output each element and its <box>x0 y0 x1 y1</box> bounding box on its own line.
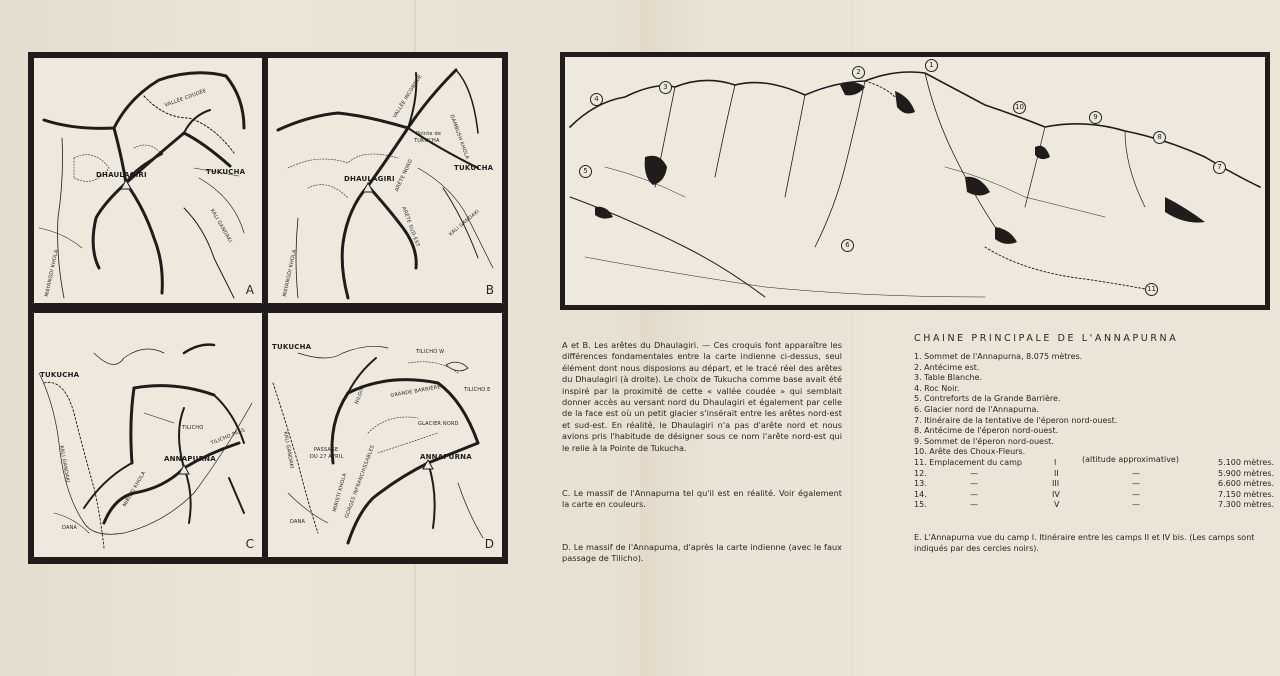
camp-num: 11. Emplacement du camp <box>914 457 1022 467</box>
legend-item <box>914 363 1274 374</box>
annapurna-panorama <box>560 52 1270 310</box>
map-a-label-dhaulagiri: DHAULAGIRI <box>96 171 147 179</box>
camp-note: (altitude approximative) <box>1082 454 1179 464</box>
map-panel-d <box>268 313 502 557</box>
legend-item-text: 10. Arête des Choux-Fleurs. <box>914 447 1026 457</box>
camp-altitude: 5.100 mètres. <box>1218 457 1275 467</box>
map-d-letter: D <box>484 537 494 551</box>
camp-roman: II <box>1054 468 1059 478</box>
map-c-label-tilicho: TILICHO <box>182 425 204 431</box>
map-d-label-kali: KALI GANDAKI <box>282 431 295 470</box>
panorama-marker-11: 11 <box>1145 283 1158 296</box>
map-b-label-arete-se: ARÊTE SUD-EST <box>400 206 421 248</box>
caption-ab-lead: A et B. <box>562 340 591 350</box>
camp-row <box>914 469 1274 480</box>
camp-dash: — <box>970 500 978 510</box>
camp-roman: IV <box>1052 489 1060 499</box>
legend-item <box>914 394 1274 405</box>
map-a-label-vallee: VALLÉE COUDÉE <box>164 87 208 109</box>
legend-item-text: 6. Glacier nord de l'Annapurna. <box>914 404 1039 414</box>
map-c-letter: C <box>245 537 254 551</box>
camp-altitude: 6.600 mètres. <box>1218 479 1275 489</box>
legend-item <box>914 416 1274 427</box>
camp-dash: — <box>970 489 978 499</box>
caption-ab-body: Les arêtes du Dhaulagiri. — Ces croquis font apparaître les différences fondamentales entre la carte indienne ci-dessus, seul élément dont nous disposions au départ, et le tracé réel des arêtes du Dhaulagiri (à droite). Le choix de Tukucha comme base avait été inspiré par la proximité de cette « vallée coudée » qui semblait donner accès au versant nord du Dhaulagiri et également par celle de la face est où un petit glacier s'insérait entre les arêtes nord-est et sud-est. En réalité, le Dhaulagiri n'a pas d'arête nord et nous avions pris l'habitude de désigner sous ce nom l'arête nord-est qui le relie à la Pointe de Tukucha. <box>562 340 842 453</box>
camp-num: 13. <box>914 479 927 489</box>
legend-item <box>914 384 1274 395</box>
map-c-label-kali: KALI GANDAKI <box>58 445 71 484</box>
map-b-label-dambush: DAMBUSH KHOLA <box>448 114 471 161</box>
map-b-label-dhaulagiri: DHAULAGIRI <box>344 175 395 183</box>
caption-ab <box>562 340 842 454</box>
map-b-label-arete-nord: ARÊTE NORD <box>394 158 415 193</box>
legend-item-text: 8. Antécime de l'éperon nord-ouest. <box>914 426 1059 436</box>
camp-dash: — <box>970 479 978 489</box>
map-b-label-pointe: Pointe de <box>416 131 442 137</box>
map-a-label-mayangdi: MAYANGDI KHOLA <box>44 248 60 298</box>
camp-altitude: 7.150 mètres. <box>1218 489 1275 499</box>
maps-figure <box>28 52 508 564</box>
map-panel-c <box>34 313 262 557</box>
map-b-label-vallee: VALLÉE INCONNUE <box>392 73 424 120</box>
map-d-label-miristi: MIRISTI KHOLA <box>332 472 349 513</box>
legend-item-text: 3. Table Blanche. <box>914 373 983 383</box>
camp-roman: III <box>1052 479 1060 489</box>
camp-row <box>914 454 1275 469</box>
legend-item-text: 4. Roc Noir. <box>914 383 960 393</box>
legend-item-text: 7. Itinéraire de la tentative de l'éperon nord-ouest. <box>914 415 1118 425</box>
map-d-label-tukucha: TUKUCHA <box>272 343 312 351</box>
map-d-label-tilicho-e: TILICHO E <box>464 387 491 393</box>
camp-num: 14. <box>914 489 927 499</box>
panorama-marker-2: 2 <box>852 66 865 79</box>
annapurna-legend-list <box>914 352 1274 511</box>
map-d-label-passage-date: DU 27 AVRIL <box>310 454 344 460</box>
panorama-drawing <box>565 57 1265 305</box>
legend-item <box>914 437 1274 448</box>
legend-item <box>914 426 1274 437</box>
map-d-label-annapurna: ANNAPURNA <box>420 453 472 461</box>
map-d-label-dana: DANA <box>290 519 306 525</box>
legend-item-text: 2. Antécime est. <box>914 362 980 372</box>
map-c-label-annapurna: ANNAPURNA <box>164 455 216 463</box>
camp-row <box>914 490 1274 501</box>
annapurna-legend-footer: E. L'Annapurna vue du camp I. Itinéraire entre les camps II et IV bis. (Les camps sont indiqués par des cercles noirs). <box>914 533 1255 553</box>
map-a-letter: A <box>245 283 254 297</box>
panorama-marker-4: 4 <box>590 93 603 106</box>
camp-roman: V <box>1054 500 1060 510</box>
map-b-label-kali: KALI GANDAKI <box>448 208 481 238</box>
panorama-marker-10: 10 <box>1013 101 1026 114</box>
camp-num: 12. <box>914 468 927 478</box>
panorama-marker-7: 7 <box>1213 161 1226 174</box>
map-a-label-tukucha: TUKUCHA <box>206 168 246 176</box>
camp-roman: I <box>1054 457 1057 467</box>
camp-row <box>914 500 1274 511</box>
map-d-label-tilicho-w: TILICHO W <box>416 349 445 355</box>
map-c-label-col: TILICHO PASS <box>210 427 247 447</box>
map-d-label-glacier: GLACIER NORD <box>418 421 459 427</box>
annapurna-legend-title: CHAINE PRINCIPALE DE L'ANNAPURNA <box>914 333 1179 344</box>
legend-item-text: 9. Sommet de l'éperon nord-ouest. <box>914 436 1054 446</box>
camp-altitude: 5.900 mètres. <box>1218 468 1275 478</box>
panorama-marker-9: 9 <box>1089 111 1102 124</box>
map-a-drawing <box>34 58 262 303</box>
camp-dash: — <box>970 468 978 478</box>
map-b-letter: B <box>485 283 494 297</box>
map-b-label-tukucha: TUKUCHA <box>454 164 494 172</box>
camp-num: 15. <box>914 500 927 510</box>
map-panel-a <box>34 58 262 303</box>
map-c-label-miristi: MIRISTI KHOLA <box>122 470 148 508</box>
panorama-marker-5: 5 <box>579 165 592 178</box>
legend-item-text: 5. Contreforts de la Grande Barrière. <box>914 394 1061 404</box>
legend-item <box>914 352 1274 363</box>
map-d-label-grande-barriere: GRANDE BARRIÈRE <box>390 384 442 399</box>
camp-note: — <box>1132 468 1140 478</box>
map-panel-b <box>268 58 502 303</box>
legend-item-text: 1. Sommet de l'Annapurna, 8.075 mètres. <box>914 352 1083 361</box>
camp-row <box>914 479 1274 490</box>
camp-altitude: 7.300 mètres. <box>1218 500 1275 510</box>
map-b-label-pointe-tukucha: TUKUCHA <box>414 138 440 144</box>
legend-item <box>914 405 1274 416</box>
camp-note: — <box>1132 500 1140 510</box>
map-b-label-mayangdi: MAYANGDI KHOLA <box>282 248 298 298</box>
map-a-label-kali: KALI GANDAKI <box>208 208 233 244</box>
panorama-marker-8: 8 <box>1153 131 1166 144</box>
caption-c: C. Le massif de l'Annapurna tel qu'il est en réalité. Voir également la carte en couleurs. <box>562 488 842 510</box>
legend-item <box>914 373 1274 384</box>
panorama-marker-3: 3 <box>659 81 672 94</box>
caption-d: D. Le massif de l'Annapurna, d'après la carte indienne (avec le faux passage de Tilicho). <box>562 542 842 564</box>
camp-note: — <box>1132 489 1140 499</box>
map-c-label-tukucha: TUKUCHA <box>40 371 80 379</box>
map-d-label-passage: PASSAGE <box>314 447 339 453</box>
panorama-marker-6: 6 <box>841 239 854 252</box>
map-d-label-nilgiri: NILGIRI <box>354 384 367 406</box>
map-d-label-gorges: GORGES INFRANCHISSABLES <box>344 444 377 520</box>
map-c-label-dana: DANA <box>62 525 78 531</box>
panorama-marker-1: 1 <box>925 59 938 72</box>
camp-note: — <box>1132 479 1140 489</box>
